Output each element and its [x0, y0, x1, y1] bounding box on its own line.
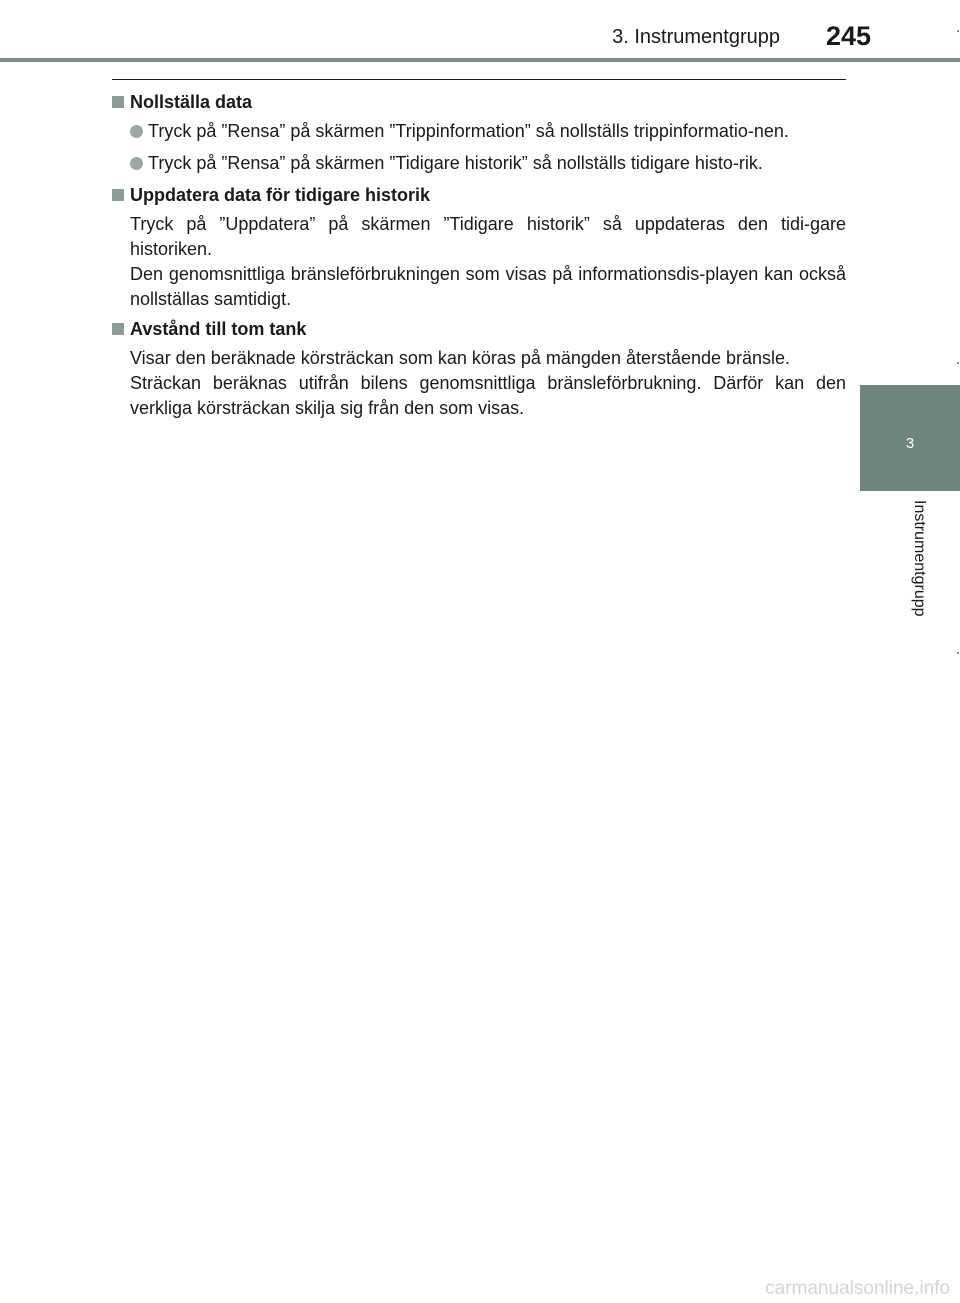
paragraph: Tryck på ”Uppdatera” på skärmen ”Tidigare historik” så uppdateras den tidi-gare historiken. — [130, 214, 846, 259]
page-content — [112, 90, 846, 426]
header-bar — [0, 58, 960, 62]
list-item: Tryck på ”Rensa” på skärmen ”Trippinformation” så nollställs trippinformatio-nen. — [130, 119, 846, 144]
chapter-tab-number: 3 — [905, 435, 915, 452]
square-bullet-icon — [112, 189, 124, 201]
section-heading-reset-data: Nollställa data — [112, 90, 846, 115]
footer-watermark: carmanualsonline.info — [765, 1278, 950, 1299]
square-bullet-icon — [112, 96, 124, 108]
top-rule — [112, 79, 846, 80]
circle-bullet-icon — [130, 157, 143, 170]
paragraph: Den genomsnittliga bränsleförbrukningen som visas på informationsdis-playen kan också nollställas samtidigt. — [130, 264, 846, 309]
circle-bullet-icon — [130, 125, 143, 138]
square-bullet-icon — [112, 323, 124, 335]
header-section-title: 3. Instrumentgrupp — [612, 26, 780, 48]
chapter-tab[interactable] — [860, 385, 960, 491]
paragraph: Sträckan beräknas utifrån bilens genomsnittliga bränsleförbrukning. Därför kan den verkliga körsträckan skilja sig från den som visas. — [130, 373, 846, 418]
edge-mark — [957, 362, 959, 364]
edge-mark — [957, 30, 959, 32]
page-number: 245 — [826, 21, 872, 51]
chapter-tab-label: Instrumentgrupp — [911, 500, 928, 617]
edge-mark — [957, 652, 959, 654]
section-heading-distance-to-empty: Avstånd till tom tank — [112, 317, 846, 342]
section-heading-update-history: Uppdatera data för tidigare historik — [112, 183, 846, 208]
paragraph: Visar den beräknade körsträckan som kan köras på mängden återstående bränsle. — [130, 348, 791, 368]
list-item: Tryck på ”Rensa” på skärmen ”Tidigare historik” så nollställs tidigare histo-rik. — [130, 151, 846, 176]
